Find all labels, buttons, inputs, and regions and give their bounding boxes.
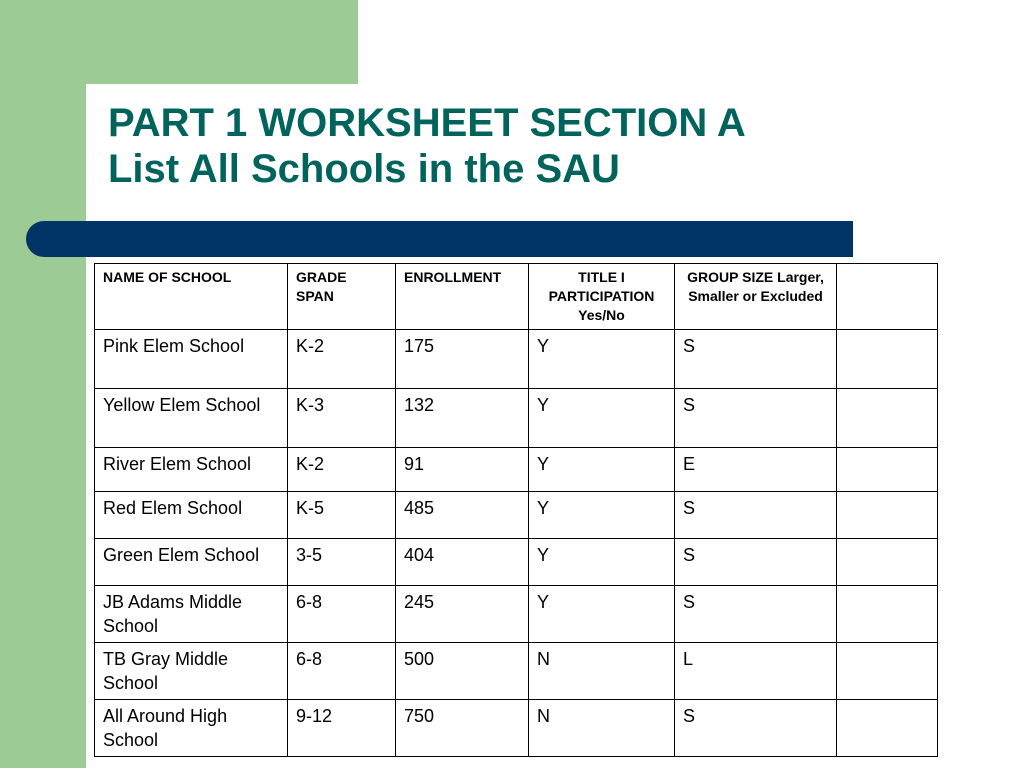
cell-grade-span: K-5: [288, 492, 396, 539]
header-name-of-school: NAME OF SCHOOL: [95, 264, 288, 330]
header-extra: [837, 264, 938, 330]
cell-enrollment: 750: [396, 700, 529, 757]
cell-grade-span: K-2: [288, 330, 396, 389]
cell-group-size: S: [675, 330, 837, 389]
table-row: [95, 700, 938, 757]
cell-title-i: Y: [529, 389, 675, 448]
cell-school-name: Red Elem School: [95, 492, 288, 539]
green-side-panel: [0, 0, 86, 768]
table-header-row: [95, 264, 938, 330]
cell-extra: [837, 700, 938, 757]
cell-group-size: S: [675, 492, 837, 539]
table-row: [95, 586, 938, 643]
cell-title-i: Y: [529, 492, 675, 539]
cell-enrollment: 175: [396, 330, 529, 389]
cell-enrollment: 500: [396, 643, 529, 700]
cell-group-size: S: [675, 586, 837, 643]
cell-extra: [837, 448, 938, 492]
table-row: [95, 330, 938, 389]
table-row: [95, 389, 938, 448]
cell-extra: [837, 389, 938, 448]
cell-school-name: Green Elem School: [95, 539, 288, 586]
cell-group-size: S: [675, 539, 837, 586]
table-row: [95, 643, 938, 700]
title-line-1: PART 1 WORKSHEET SECTION A: [108, 101, 746, 145]
header-group-size: GROUP SIZE Larger, Smaller or Excluded: [675, 264, 837, 330]
cell-school-name: Yellow Elem School: [95, 389, 288, 448]
table-row: [95, 539, 938, 586]
cell-extra: [837, 539, 938, 586]
cell-title-i: Y: [529, 330, 675, 389]
cell-title-i: Y: [529, 586, 675, 643]
cell-grade-span: K-2: [288, 448, 396, 492]
green-top-panel: [0, 0, 358, 84]
cell-enrollment: 245: [396, 586, 529, 643]
cell-grade-span: 6-8: [288, 643, 396, 700]
cell-enrollment: 485: [396, 492, 529, 539]
cell-grade-span: 6-8: [288, 586, 396, 643]
cell-school-name: Pink Elem School: [95, 330, 288, 389]
cell-school-name: River Elem School: [95, 448, 288, 492]
cell-enrollment: 132: [396, 389, 529, 448]
cell-extra: [837, 492, 938, 539]
title-line-2: List All Schools in the SAU: [108, 147, 620, 191]
cell-group-size: S: [675, 700, 837, 757]
header-enrollment: ENROLLMENT: [396, 264, 529, 330]
cell-group-size: E: [675, 448, 837, 492]
schools-table: [94, 263, 938, 757]
cell-grade-span: K-3: [288, 389, 396, 448]
cell-title-i: Y: [529, 539, 675, 586]
cell-extra: [837, 643, 938, 700]
cell-group-size: S: [675, 389, 837, 448]
cell-school-name: JB Adams Middle School: [95, 586, 288, 643]
cell-grade-span: 9-12: [288, 700, 396, 757]
title-divider-bar: [26, 221, 853, 257]
cell-group-size: L: [675, 643, 837, 700]
cell-extra: [837, 330, 938, 389]
cell-title-i: N: [529, 700, 675, 757]
table-row: [95, 492, 938, 539]
cell-school-name: All Around High School: [95, 700, 288, 757]
table-row: [95, 448, 938, 492]
cell-grade-span: 3-5: [288, 539, 396, 586]
cell-extra: [837, 586, 938, 643]
header-grade-span: GRADE SPAN: [288, 264, 396, 330]
header-title-i: TITLE I PARTICIPATION Yes/No: [529, 264, 675, 330]
cell-enrollment: 91: [396, 448, 529, 492]
cell-school-name: TB Gray Middle School: [95, 643, 288, 700]
slide-title: [108, 100, 988, 192]
cell-title-i: N: [529, 643, 675, 700]
cell-title-i: Y: [529, 448, 675, 492]
cell-enrollment: 404: [396, 539, 529, 586]
